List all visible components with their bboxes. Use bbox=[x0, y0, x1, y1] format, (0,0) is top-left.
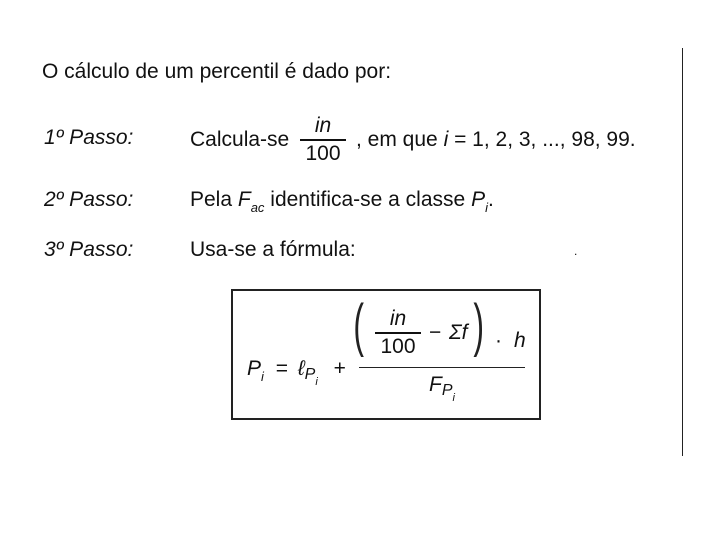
formula-den-sub-P: P bbox=[441, 382, 453, 399]
formula-den-sub-i: i bbox=[452, 392, 455, 404]
step-2-F: F bbox=[237, 188, 251, 211]
formula-den-F: F bbox=[429, 373, 442, 396]
step-2-P-sub: i bbox=[485, 200, 488, 215]
formula-in: in bbox=[389, 307, 407, 330]
step-1-label: 1º Passo: bbox=[44, 126, 134, 149]
formula-main-bar bbox=[359, 367, 525, 368]
left-paren: ( bbox=[353, 293, 364, 358]
formula-dot: · bbox=[495, 329, 502, 352]
formula-ell-sub-i: i bbox=[315, 376, 318, 388]
stray-dot: . bbox=[574, 244, 578, 258]
step-2-label: 2º Passo: bbox=[44, 188, 134, 211]
formula-lhs bbox=[247, 357, 346, 388]
formula-ell: ℓ bbox=[297, 357, 305, 380]
formula-plus: + bbox=[333, 357, 346, 380]
step-2-mid: identifica-se a classe bbox=[270, 188, 466, 211]
step-1-post: , em que bbox=[356, 128, 438, 151]
step-1-fraction bbox=[300, 114, 346, 166]
formula-inner-fraction bbox=[375, 307, 421, 359]
formula-100: 100 bbox=[380, 335, 416, 358]
step-3-label: 3º Passo: bbox=[44, 238, 134, 261]
fraction-denominator: 100 bbox=[305, 142, 341, 165]
formula-minus: − bbox=[429, 321, 442, 344]
step-1-var: i bbox=[443, 128, 449, 151]
fraction-numerator: in bbox=[314, 114, 332, 137]
formula-sigma-f: Σf bbox=[449, 321, 468, 344]
step-3-text: Usa-se a fórmula: bbox=[190, 238, 356, 261]
formula-denominator bbox=[429, 373, 455, 404]
right-paren: ) bbox=[473, 293, 484, 358]
step-2-F-sub: ac bbox=[250, 200, 265, 215]
formula-inner-bar bbox=[375, 332, 421, 334]
intro-text: O cálculo de um percentil é dado por: bbox=[42, 60, 392, 83]
formula-equals: = bbox=[275, 357, 289, 380]
formula-ell-sub-P: P bbox=[304, 366, 316, 383]
step-1-pre: Calcula-se bbox=[190, 128, 290, 151]
step-2-end: . bbox=[487, 188, 494, 211]
formula-h: h bbox=[514, 329, 526, 352]
formula-P: P bbox=[247, 357, 262, 380]
step-1-range: = 1, 2, 3, ..., 98, 99. bbox=[454, 128, 636, 151]
step-1-text bbox=[356, 128, 636, 152]
fraction-bar bbox=[300, 139, 346, 141]
step-2-pre: Pela bbox=[190, 188, 233, 211]
step-2-text bbox=[190, 188, 494, 215]
right-margin-rule bbox=[682, 48, 683, 456]
formula-box bbox=[231, 289, 541, 420]
formula-P-sub: i bbox=[261, 369, 264, 384]
step-2-P: P bbox=[471, 188, 486, 211]
